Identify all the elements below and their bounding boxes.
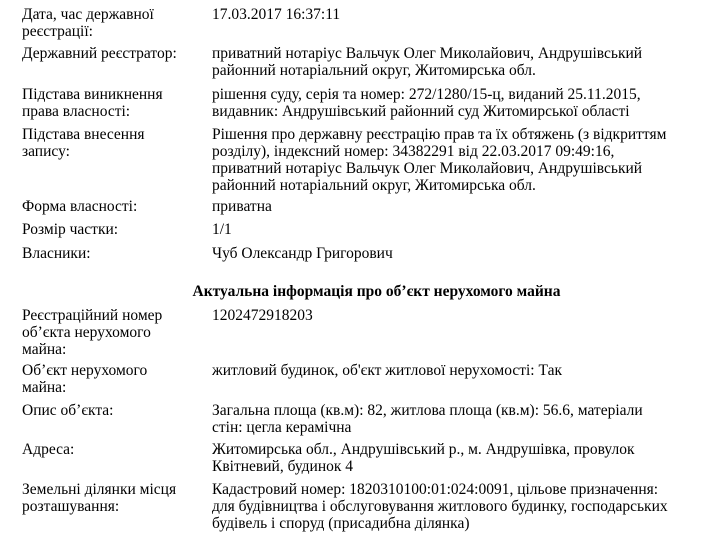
text-line: будівель і споруд (присадибна ділянка) [212, 515, 470, 532]
field-label [22, 198, 200, 215]
text-line: приватний нотаріус Вальчук Олег Миколайович, Андрушівський [212, 45, 643, 62]
field-value [212, 441, 687, 475]
field-label [22, 6, 200, 40]
field-label [22, 126, 200, 160]
text-line: Кадастровий номер: 1820310100:01:024:0091, цільове призначення: [212, 481, 659, 498]
text-line: права власності: [22, 103, 131, 120]
text-line: реєстрації: [22, 23, 93, 40]
field-label [22, 221, 200, 238]
text-line: майна: [22, 379, 67, 396]
text-line: Реєстраційний номер [22, 307, 163, 324]
field-label [22, 362, 200, 396]
text-line: Підстава виникнення [22, 86, 163, 103]
text-line: 17.03.2017 16:37:11 [212, 6, 341, 23]
text-line: Об’єкт нерухомого [22, 362, 148, 379]
field-value [212, 221, 687, 238]
field-label [22, 402, 200, 419]
text-line: районний нотаріальний округ, Житомирська обл. [212, 177, 536, 194]
text-line: Рішення про державну реєстрацію прав та їх обтяжень (з відкриттям [212, 126, 667, 143]
text-line: житловий будинок, об'єкт житлової нерухомості: Так [212, 362, 562, 379]
field-value [212, 307, 687, 324]
field-value [212, 362, 687, 379]
text-line: розташування: [22, 498, 120, 515]
field-value [212, 402, 687, 436]
text-line: Квітневий, будинок 4 [212, 458, 354, 475]
text-line: приватний нотаріус Вальчук Олег Миколайович, Андрушівський [212, 160, 643, 177]
text-line: Власники: [22, 245, 91, 262]
field-value [212, 481, 687, 532]
field-label [22, 307, 200, 358]
text-line: майна: [22, 341, 67, 358]
text-line: для будівництва і обслуговування житлового будинку, господарських [212, 498, 668, 515]
text-line: видавник: Андрушівський районний суд Житомирської області [212, 103, 630, 120]
text-line: Державний реєстратор: [22, 45, 177, 62]
text-line: 1/1 [212, 221, 232, 238]
field-value [212, 86, 687, 120]
field-label [22, 441, 200, 458]
text-line: запису: [22, 143, 70, 160]
text-line: приватна [212, 198, 272, 215]
text-line: Підстава внесення [22, 126, 145, 143]
text-line: Розмір частки: [22, 221, 119, 238]
text-line: Дата, час державної [22, 6, 154, 23]
field-value [212, 245, 687, 262]
field-value [212, 6, 687, 23]
text-line: Чуб Олександр Григорович [212, 245, 393, 262]
text-line: стін: цегла керамічна [212, 419, 352, 436]
text-line: 1202472918203 [212, 307, 313, 324]
text-line: районний нотаріальний округ, Житомирська обл. [212, 62, 536, 79]
field-value [212, 126, 687, 194]
text-line: Загальна площа (кв.м): 82, житлова площа (кв.м): 56.6, матеріали [212, 402, 643, 419]
field-label [22, 245, 200, 262]
text-line: Житомирська обл., Андрушівський р., м. Андрушівка, провулок [212, 441, 635, 458]
field-label [22, 45, 200, 62]
text-line: об’єкта нерухомого [22, 324, 151, 341]
text-line: Земельні ділянки місця [22, 481, 177, 498]
field-value [212, 45, 687, 79]
text-line: рішення суду, серія та номер: 272/1280/15-ц, виданий 25.11.2015, [212, 86, 641, 103]
section-title: Актуальна інформація про об’єкт нерухомого майна [192, 283, 561, 300]
field-value [212, 198, 687, 215]
text-line: Форма власності: [22, 198, 138, 215]
text-line: розділу), індексний номер: 34382291 від 22.03.2017 09:49:16, [212, 143, 615, 160]
field-label [22, 86, 200, 120]
text-line: Адреса: [22, 441, 75, 458]
text-line: Опис об’єкта: [22, 402, 114, 419]
field-label [22, 481, 200, 515]
